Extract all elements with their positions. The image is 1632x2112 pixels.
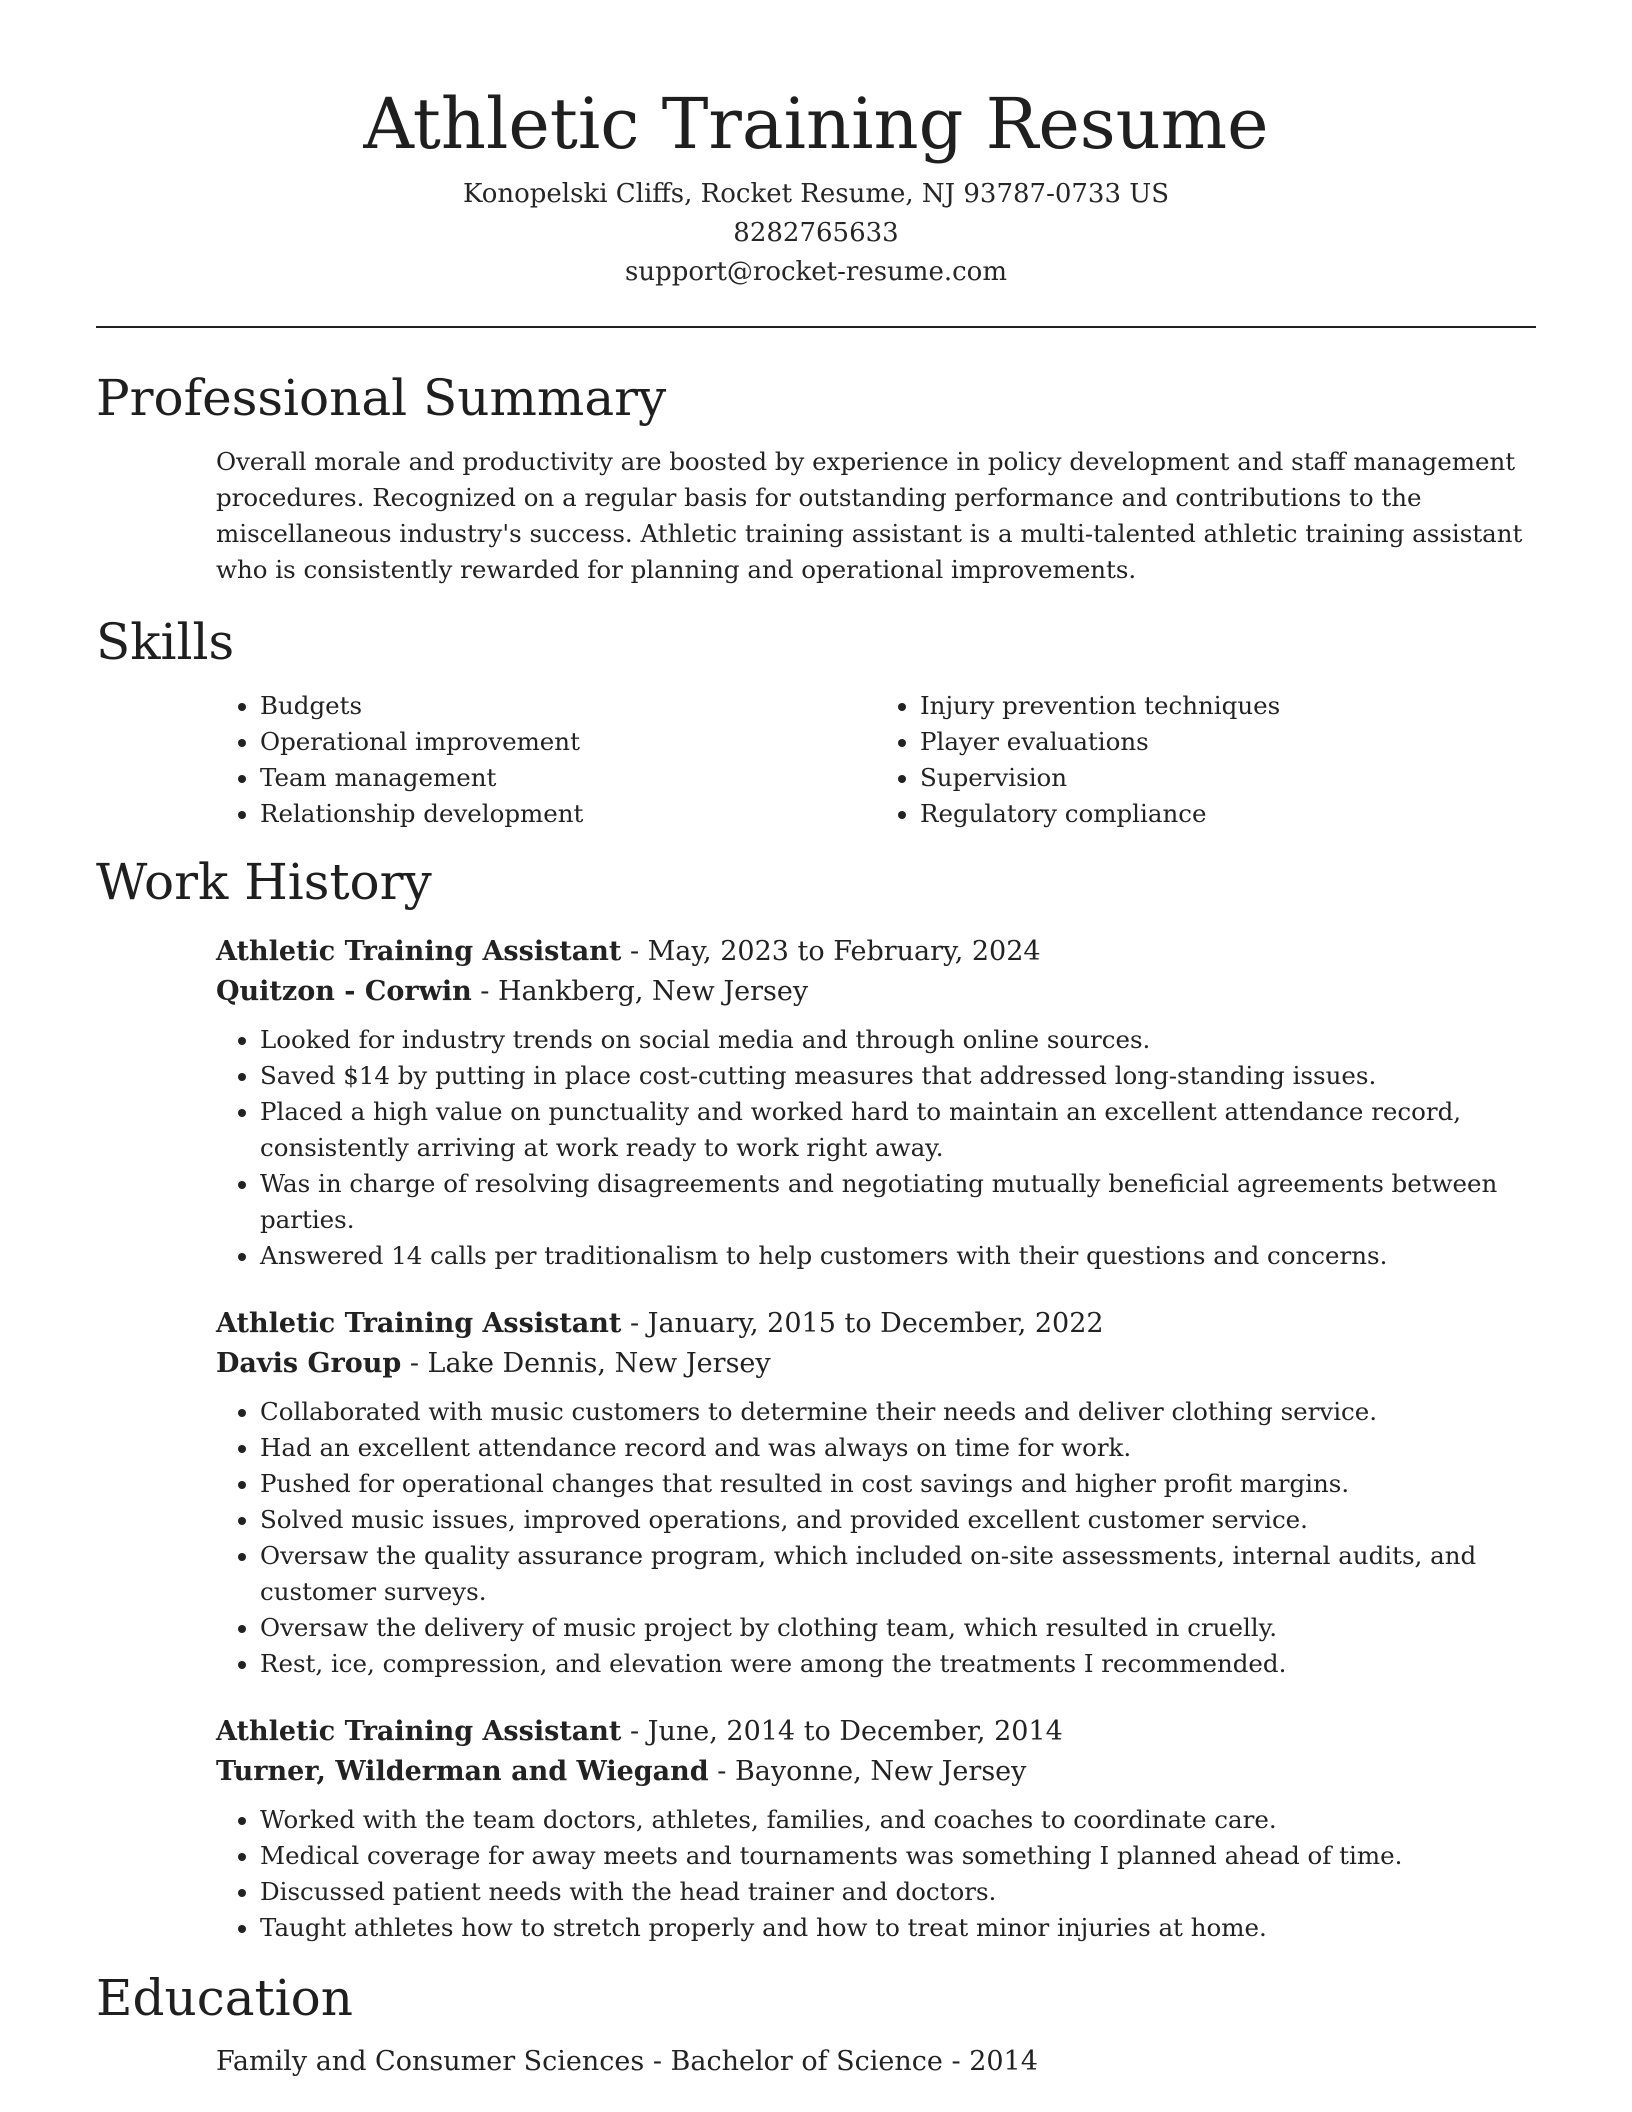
job-role: Athletic Training Assistant <box>216 1308 622 1339</box>
skill-item: • Regulatory compliance <box>920 796 1536 832</box>
job-bullet: • Placed a high value on punctuality and worked hard to maintain an excellent attendance record, consistently arriving at work ready to work right away. <box>260 1094 1536 1166</box>
job-company-line <box>216 1344 1536 1384</box>
job-bullet: • Was in charge of resolving disagreements and negotiating mutually beneficial agreements between parties. <box>260 1166 1536 1238</box>
job-company: Turner, Wilderman and Wiegand <box>216 1756 709 1787</box>
job-dates: - January, 2015 to December, 2022 <box>621 1308 1104 1339</box>
skill-item: • Relationship development <box>260 796 876 832</box>
job-bullets <box>216 1394 1536 1682</box>
skill-item: • Operational improvement <box>260 724 876 760</box>
job-company-line <box>216 972 1536 1012</box>
education-heading: Education <box>96 1969 353 2027</box>
job-bullet: • Oversaw the delivery of music project by clothing team, which resulted in cruelly. <box>260 1610 1536 1646</box>
work-history-heading: Work History <box>96 853 432 911</box>
job-bullets <box>216 1022 1536 1274</box>
job-bullet: • Worked with the team doctors, athletes, families, and coaches to coordinate care. <box>260 1802 1536 1838</box>
job-entry <box>216 932 1536 1274</box>
skill-item: • Player evaluations <box>920 724 1536 760</box>
resume-title: Athletic Training Resume <box>363 83 1269 165</box>
job-company-line <box>216 1752 1536 1792</box>
job-bullet: • Solved music issues, improved operations, and provided excellent customer service. <box>260 1502 1536 1538</box>
job-bullets <box>216 1802 1536 1946</box>
job-bullet: • Saved $14 by putting in place cost-cutting measures that addressed long-standing issues. <box>260 1058 1536 1094</box>
job-location: - Lake Dennis, New Jersey <box>401 1348 771 1379</box>
job-location: - Bayonne, New Jersey <box>708 1756 1027 1787</box>
job-bullet: • Had an excellent attendance record and was always on time for work. <box>260 1430 1536 1466</box>
skills-column-right <box>876 688 1536 832</box>
skill-item: • Team management <box>260 760 876 796</box>
job-bullet: • Discussed patient needs with the head trainer and doctors. <box>260 1874 1536 1910</box>
job-title-line <box>216 1304 1536 1344</box>
skills-column-left <box>216 688 876 832</box>
job-company: Quitzon - Corwin <box>216 976 472 1007</box>
job-role: Athletic Training Assistant <box>216 1716 622 1747</box>
address: Konopelski Cliffs, Rocket Resume, NJ 93787-0733 US <box>462 179 1170 209</box>
job-role: Athletic Training Assistant <box>216 936 622 967</box>
job-bullet: • Medical coverage for away meets and tournaments was something I planned ahead of time. <box>260 1838 1536 1874</box>
skills-heading: Skills <box>96 613 235 671</box>
skill-item: • Budgets <box>260 688 876 724</box>
skill-item: • Injury prevention techniques <box>920 688 1536 724</box>
resume-header <box>0 0 1632 292</box>
job-bullet: • Collaborated with music customers to determine their needs and deliver clothing service. <box>260 1394 1536 1430</box>
contact-block <box>0 175 1632 292</box>
job-bullet: • Pushed for operational changes that resulted in cost savings and higher profit margins. <box>260 1466 1536 1502</box>
job-dates: - May, 2023 to February, 2024 <box>621 936 1041 967</box>
job-bullet: • Rest, ice, compression, and elevation were among the treatments I recommended. <box>260 1646 1536 1682</box>
job-title-line <box>216 1712 1536 1752</box>
job-bullet: • Taught athletes how to stretch properly and how to treat minor injuries at home. <box>260 1910 1536 1946</box>
job-entry <box>216 1712 1536 1946</box>
phone: 8282765633 <box>733 218 899 248</box>
skill-item: • Supervision <box>920 760 1536 796</box>
job-bullet: • Answered 14 calls per traditionalism to help customers with their questions and concerns. <box>260 1238 1536 1274</box>
job-company: Davis Group <box>216 1348 402 1379</box>
job-dates: - June, 2014 to December, 2014 <box>621 1716 1063 1747</box>
job-location: - Hankberg, New Jersey <box>471 976 809 1007</box>
summary-heading: Professional Summary <box>96 369 667 427</box>
education-entry: Family and Consumer Sciences - Bachelor of Science - 2014 <box>216 2046 1038 2077</box>
skills-list <box>216 688 1536 832</box>
job-bullet: • Oversaw the quality assurance program, which included on-site assessments, internal audits, and customer surveys. <box>260 1538 1536 1610</box>
job-bullet: • Looked for industry trends on social media and through online sources. <box>260 1022 1536 1058</box>
job-entry <box>216 1304 1536 1682</box>
job-title-line <box>216 932 1536 972</box>
header-divider <box>96 326 1536 328</box>
summary-text: Overall morale and productivity are boosted by experience in policy development and staff management procedures. Recognized on a regular basis for outstanding performance and contributions to the miscellaneous industry's success. Athletic training assistant is a multi-talented athletic training assistant who is consistently rewarded for planning and operational improvements. <box>216 447 1523 584</box>
email: support@rocket-resume.com <box>624 257 1007 287</box>
